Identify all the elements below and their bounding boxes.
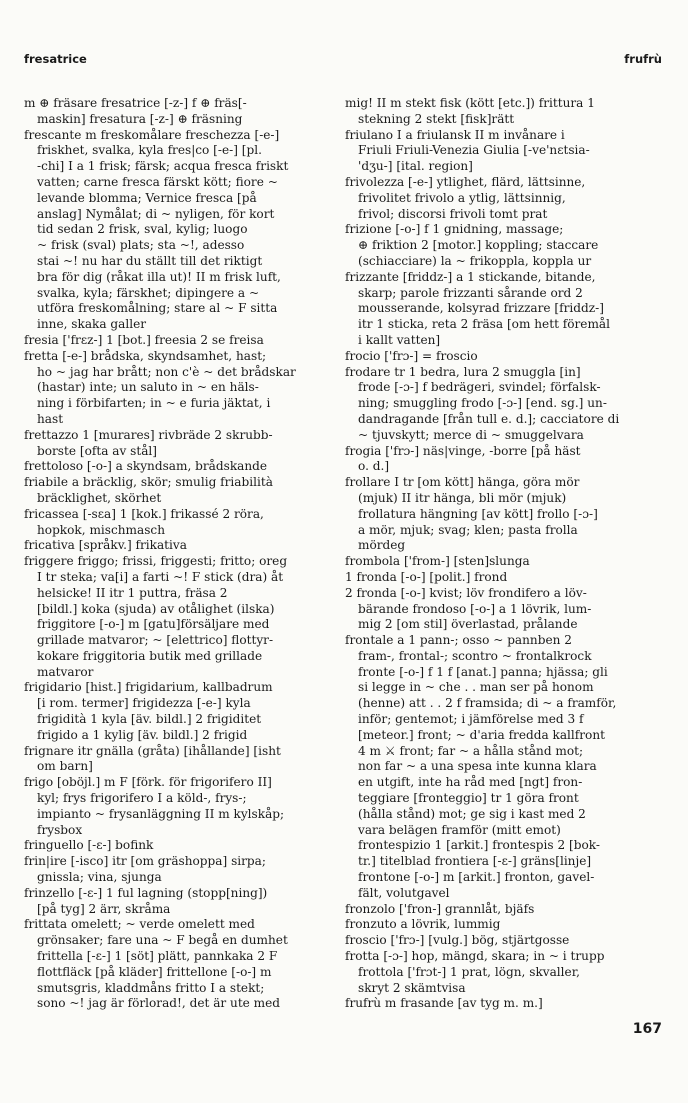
dictionary-entry: frodare tr 1 bedra, lura 2 smuggla [in] frode [-ɔ-] f bedrägeri, svindel; förfalsk- ning; smuggling frodo [-ɔ-] [end. sg.] un- dandragande [från tull e. d.]; cacciatore di ~ tjuvskytt; merce di ~ smuggelvara — [345, 364, 620, 442]
dictionary-entry: frettazzo 1 [murares] rivbräde 2 skrubb- borste [ofta av stål] — [24, 427, 273, 458]
dictionary-entry: fricassea [-sɛa] 1 [kok.] frikassé 2 röra, hopkok, mischmasch — [24, 506, 264, 537]
dictionary-entry: fronzolo ['fron-] grannlåt, bjäfs — [345, 901, 535, 916]
dictionary-entry: fricativa [språkv.] frikativa — [24, 538, 187, 553]
dictionary-entry: frollare I tr [om kött] hänga, göra mör (mjuk) II itr hänga, bli mör (mjuk) frollatura hängning [av kött] frollo [-ɔ-] a mör, mjuk; svag; klen; pasta frolla mördeg — [345, 475, 598, 553]
dictionary-entry: frettoloso [-o-] a skyndsam, brådskande — [24, 459, 268, 474]
dictionary-entry: m ⊕ fräsare fresatrice [-z-] f ⊕ fräs[- maskin] fresatura [-z-] ⊕ fräsning — [24, 96, 247, 126]
dictionary-entry: frigidario [hist.] frigidarium, kallbadrum [i rom. termer] frigidezza [-e-] kyla frigidità 1 kyla [äv. bildl.] 2 frigiditet frigido a 1 kylig [äv. bildl.] 2 frigid — [24, 680, 273, 742]
guide-word-right: frufrù — [624, 52, 662, 66]
dictionary-entry: frigo [oböjl.] m F [förk. för frigorifero II] kyl; frys frigorifero I a köld-, frys-; impianto ~ frysanläggning II m kylskåp; frysbox — [24, 775, 285, 837]
dictionary-entry: mig! II m stekt fisk (kött [etc.]) frittura 1 stekning 2 stekt [fisk]rätt — [345, 96, 595, 126]
dictionary-entry: friabile a bräcklig, skör; smulig friabilità bräcklighet, skörhet — [24, 475, 273, 505]
guide-word-left: fresatrice — [24, 52, 87, 66]
dictionary-entry: frontale a 1 pann-; osso ~ pannben 2 fram-, frontal-; scontro ~ frontalkrock fronte [-o-] f 1 f [anat.] panna; hjässa; gli si legge in ~ che . . man ser på honom (henne) att . . 2 f framsida; di ~ a framför, inför; gentemot; i jämförelse med 3 f [meteor.] front; ~ d'aria fredda kallfront 4 m ⚔ front; far ~ a hålla stånd mot; non far ~ a una spesa inte kunna klara en utgift, inte ha råd med [ngt] fron- teggiare [fronteggio] tr 1 göra front (hålla stånd) mot; ge sig i kast med 2 vara belägen framför (mitt emot) frontespizio 1 [arkit.] frontespis 2 [bok- tr.] titelblad frontiera [-ɛ-] gräns[linje] frontone [-o-] m [arkit.] fronton, gavel- fält, volutgavel — [345, 633, 617, 900]
dictionary-entry: frescante m freskomålare freschezza [-e-] friskhet, svalka, kyla fres|co [-e-] [pl. -chi] I a 1 frisk; färsk; acqua fresca friskt vatten; carne fresca färskt kött; fiore ~ levande blomma; Vernice fresca [på anslag] Nymålat; di ~ nyligen, för kort tid sedan 2 frisk, sval, kylig; luogo ~ frisk (sval) plats; sta ~!, adesso stai ~! nu har du ställt till det riktigt bra för dig (råkat illa ut)! II m frisk luft, svalka, kyla; färskhet; dipingere a ~ utföra freskomålning; stare al ~ F sitta inne, skaka galler — [24, 127, 289, 332]
dictionary-entry: frin|ire [-isco] itr [om gräshoppa] sirpa; gnissla; vina, sjunga — [24, 854, 266, 885]
left-column — [24, 96, 322, 1012]
right-column — [345, 96, 643, 1012]
dictionary-entry: frignare itr gnälla (gråta) [ihållande] [isht om barn] — [24, 743, 281, 774]
dictionary-entry: frombola ['from-] [sten]slunga — [345, 554, 530, 569]
dictionary-entry: frufrù m frasande [av tyg m. m.] — [345, 996, 543, 1011]
dictionary-entry: frizione [-o-] f 1 gnidning, massage; ⊕ friktion 2 [motor.] koppling; staccare (schiacciare) la ~ frikoppla, koppla ur — [345, 222, 599, 268]
dictionary-entry: fringuello [-ɛ-] bofink — [24, 838, 154, 853]
dictionary-entry: frotta [-ɔ-] hop, mängd, skara; in ~ i trupp frottola ['frɔt-] 1 prat, lögn, skvaller, skryt 2 skämtvisa — [345, 949, 605, 995]
dictionary-entry: 1 fronda [-o-] [polit.] frond — [345, 569, 508, 584]
dictionary-entry: frinzello [-ɛ-] 1 ful lagning (stopp[ning]) [på tyg] 2 ärr, skråma — [24, 885, 268, 916]
dictionary-entry: frivolezza [-e-] ytlighet, flärd, lättsinne, frivolitet frivolo a ytlig, lättsinnig, frivol; discorsi frivoli tomt prat — [345, 174, 586, 221]
dictionary-entry: friulano I a friulansk II m invånare i Friuli Friuli-Venezia Giulia [-ve'nɛtsia- 'dʒu-] [ital. region] — [345, 127, 590, 174]
dictionary-entry: fretta [-e-] brådska, skyndsamhet, hast; ho ~ jag har brått; non c'è ~ det brådskar (hastar) inte; un saluto in ~ en häls- ning i förbifarten; in ~ e furia jäktat, i hast — [24, 348, 296, 426]
dictionary-entry: frittata omelett; ~ verde omelett med grönsaker; fare una ~ F begå en dumhet frittella [-ɛ-] 1 [söt] plätt, pannkaka 2 F flottfläck [på kläder] frittellone [-o-] m smutsgris, kladdmåns fritto I a stekt; sono ~! jag är förlorad!, det är ute med — [24, 917, 288, 1011]
dictionary-entry: friggere friggo; frissi, friggesti; fritto; oreg I tr steka; va[i] a farti ~! F stick (dra) åt helsicke! II itr 1 puttra, fräsa 2 [bildl.] koka (sjuda) av otålighet (ilska) friggitore [-o-] m [gatu]försäljare med grillade matvaror; ~ [elettrico] flottyr- kokare friggitoria butik med grillade matvaror — [24, 554, 288, 679]
dictionary-entry: fronzuto a lövrik, lummig — [345, 917, 501, 932]
dictionary-entry: frogia ['frɔ-] näs|vinge, -borre [på häst o. d.] — [345, 443, 581, 474]
dictionary-entry: frizzante [friddz-] a 1 stickande, bitande, skarp; parole frizzanti sårande ord 2 mousserande, kolsyrad frizzare [friddz-] itr 1 sticka, reta 2 fräsa [om hett föremål i kallt vatten] — [345, 269, 611, 347]
dictionary-entry: froscio ['frɔ-] [vulg.] bög, stjärtgosse — [345, 933, 570, 948]
page-number: 167 — [632, 1021, 662, 1037]
dictionary-entry: frocio ['frɔ-] = froscio — [345, 348, 478, 363]
dictionary-entry: fresia ['frɛz-] 1 [bot.] freesia 2 se freisa — [24, 332, 264, 347]
dictionary-entry: 2 fronda [-o-] kvist; löv frondifero a löv- bärande frondoso [-o-] a 1 lövrik, lum- mig 2 [om stil] överlastad, prålande — [345, 585, 592, 632]
